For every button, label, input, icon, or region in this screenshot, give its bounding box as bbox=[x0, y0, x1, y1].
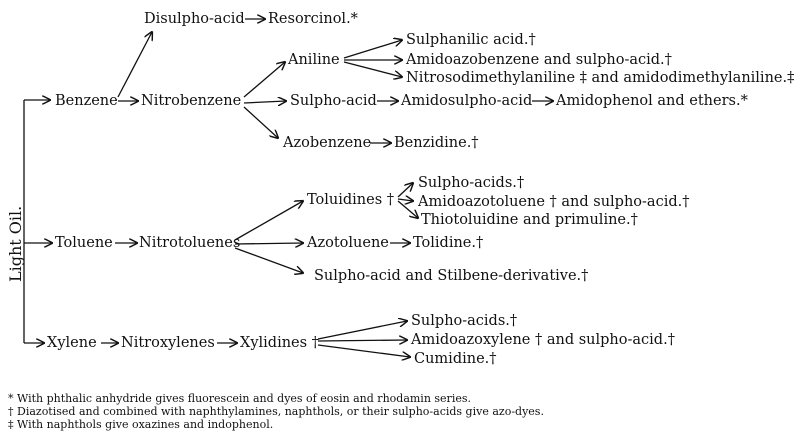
node-stilbene: Sulpho-acid and Stilbene-derivative.† bbox=[314, 268, 589, 284]
arrow-toluidines-thiotoluidine bbox=[398, 201, 418, 218]
arrow-nitrotoluenes-azotoluene bbox=[235, 243, 303, 244]
arrow-xylidines-amidoazoxylene bbox=[318, 340, 407, 341]
node-nitrobenzene: Nitrobenzene bbox=[141, 93, 242, 109]
node-sulpho-acid: Sulpho-acid bbox=[290, 93, 377, 109]
node-sulphanilic-acid: Sulphanilic acid.† bbox=[406, 32, 536, 48]
node-azobenzene: Azobenzene bbox=[283, 135, 372, 151]
light-oil-label: Light Oil. bbox=[6, 205, 25, 282]
node-benzene: Benzene bbox=[55, 93, 118, 109]
node-azotoluene: Azotoluene bbox=[307, 235, 389, 251]
arrow-toluidines-amidoazotoluene bbox=[398, 199, 413, 201]
node-nitrosodimethylaniline: Nitrosodimethylaniline ‡ and amidodimethylaniline.‡ bbox=[406, 70, 795, 86]
node-aniline: Aniline bbox=[288, 52, 340, 68]
node-cumidine: Cumidine.† bbox=[414, 351, 497, 367]
node-xylene: Xylene bbox=[47, 335, 97, 351]
node-nitrotoluenes: Nitrotoluenes bbox=[139, 235, 241, 251]
footnote-double-dagger: ‡ With naphthols give oxazines and indophenol. bbox=[8, 418, 274, 431]
arrow-nitrotoluenes-toluidines bbox=[235, 201, 303, 240]
node-toluene: Toluene bbox=[55, 235, 113, 251]
node-benzidine: Benzidine.† bbox=[394, 135, 479, 151]
arrow-nitrobenzene-aniline bbox=[244, 62, 285, 97]
node-sulpho-acids-xylidines: Sulpho-acids.† bbox=[411, 313, 518, 329]
node-resorcinol: Resorcinol.* bbox=[268, 11, 358, 27]
node-xylidines: Xylidines † bbox=[240, 335, 319, 351]
arrow-aniline-nitroso bbox=[344, 62, 402, 77]
arrow-nitrobenzene-sulpho bbox=[244, 101, 286, 103]
arrow-nitrobenzene-azobenzene bbox=[244, 107, 278, 138]
node-amidoazotoluene: Amidoazotoluene † and sulpho-acid.† bbox=[418, 194, 690, 210]
arrow-aniline-sulphanilic bbox=[344, 40, 402, 58]
arrow-nitrotoluenes-stilbene bbox=[235, 248, 303, 273]
node-amidoazobenzene: Amidoazobenzene and sulpho-acid.† bbox=[406, 52, 672, 68]
node-amidosulpho-acid: Amidosulpho-acid bbox=[401, 93, 533, 109]
arrow-benzene-disulpho bbox=[118, 32, 152, 97]
node-sulpho-acids-toluidines: Sulpho-acids.† bbox=[418, 175, 525, 191]
node-amidophenol: Amidophenol and ethers.* bbox=[556, 93, 748, 109]
arrow-toluidines-sulphoacids bbox=[398, 183, 413, 197]
footnote-dagger: † Diazotised and combined with naphthylamines, naphthols, or their sulpho-acids give azo-dyes. bbox=[8, 405, 544, 418]
node-tolidine: Tolidine.† bbox=[413, 235, 484, 251]
node-amidoazoxylene: Amidoazoxylene † and sulpho-acid.† bbox=[411, 332, 675, 348]
node-thiotoluidine: Thiotoluidine and primuline.† bbox=[421, 212, 638, 228]
node-toluidines: Toluidines † bbox=[307, 192, 395, 208]
arrow-xylidines-cumidine bbox=[318, 345, 410, 357]
footnote-asterisk: * With phthalic anhydride gives fluorescein and dyes of eosin and rhodamin series. bbox=[8, 392, 471, 405]
node-nitroxylenes: Nitroxylenes bbox=[121, 335, 215, 351]
node-disulpho-acid: Disulpho-acid bbox=[144, 11, 245, 27]
arrow-xylidines-sulphoacids bbox=[318, 321, 407, 339]
